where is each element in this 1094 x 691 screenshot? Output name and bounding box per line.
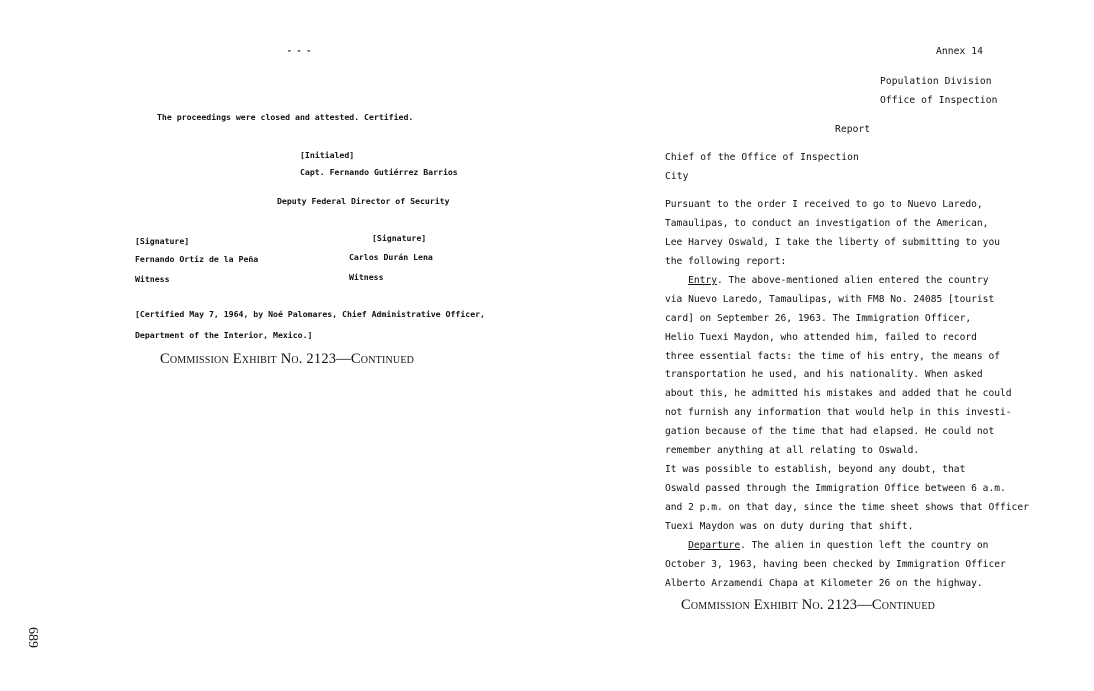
departure-heading: Departure (688, 540, 741, 551)
report-title: Report (835, 124, 871, 135)
report-line-1: Pursuant to the order I received to go to Nuevo Laredo, (665, 199, 983, 210)
report-line-21: Alberto Arzamendi Chapa at Kilometer 26 on the highway. (665, 578, 983, 589)
officer-name: Capt. Fernando Gutiérrez Barrios (300, 167, 458, 177)
officer-title: Deputy Federal Director of Security (277, 196, 450, 206)
report-line-6: via Nuevo Laredo, Tamaulipas, with FM8 No. 24085 [tourist (665, 294, 995, 305)
report-line-18: Tuexi Maydon was on duty during that shift. (665, 521, 914, 532)
left-exhibit-caption (160, 351, 414, 368)
right-exhibit-caption (681, 597, 935, 614)
signature-right-role: Witness (349, 272, 384, 282)
addressee-line-1: Chief of the Office of Inspection (665, 152, 859, 163)
report-line-16: Oswald passed through the Immigration Office between 6 a.m. (665, 483, 1006, 494)
report-line-13: gation because of the time that had elapsed. He could not (665, 426, 995, 437)
certification-line-1: [Certified May 7, 1964, by Noé Palomares, Chief Administrative Officer, (135, 309, 485, 319)
left-header-mark: - - - (287, 46, 312, 55)
office-label: Office of Inspection (880, 95, 998, 106)
report-line-20: October 3, 1963, having been checked by Immigration Officer (665, 559, 1006, 570)
entry-text: . The above-mentioned alien entered the country (717, 275, 989, 286)
signature-left-name: Fernando Ortiz de la Peña (135, 254, 259, 264)
entry-heading: Entry (688, 275, 717, 286)
signature-left-role: Witness (135, 274, 170, 284)
division-label: Population Division (880, 76, 992, 87)
left-caption-text: Commission Exhibit No. 2123—Continued (160, 351, 415, 367)
report-line-19 (665, 540, 988, 551)
report-line-8: Helio Tuexi Maydon, who attended him, failed to record (665, 332, 977, 343)
report-line-5 (665, 275, 988, 286)
report-line-15: It was possible to establish, beyond any doubt, that (665, 464, 966, 475)
report-line-11: about this, he admitted his mistakes and added that he could (665, 388, 1012, 399)
report-line-4: the following report: (665, 256, 787, 267)
addressee-line-2: City (665, 171, 689, 182)
report-line-2: Tamaulipas, to conduct an investigation of the American, (665, 218, 989, 229)
closing-statement: The proceedings were closed and attested. Certified. (157, 112, 414, 122)
report-line-10: transportation he used, and his nationality. When asked (665, 369, 983, 380)
report-line-17: and 2 p.m. on that day, since the time sheet shows that Officer (665, 502, 1029, 513)
annex-label: Annex 14 (936, 46, 984, 57)
signature-left-label: [Signature] (135, 236, 190, 246)
initialed-label: [Initialed] (300, 150, 355, 160)
departure-text: . The alien in question left the country on (740, 540, 989, 551)
signature-right-name: Carlos Durán Lena (349, 252, 433, 262)
report-line-3: Lee Harvey Oswald, I take the liberty of submitting to you (665, 237, 1001, 248)
report-line-12: not furnish any information that would help in this investi- (665, 407, 1012, 418)
certification-line-2: Department of the Interior, Mexico.] (135, 330, 313, 340)
report-line-9: three essential facts: the time of his entry, the means of (665, 351, 1001, 362)
report-line-14: remember anything at all relating to Oswald. (665, 445, 920, 456)
right-caption-text: Commission Exhibit No. 2123—Continued (681, 597, 936, 613)
report-line-7: card] on September 26, 1963. The Immigration Officer, (665, 313, 972, 324)
page-number: 689 (25, 627, 40, 648)
signature-right-label: [Signature] (372, 233, 427, 243)
